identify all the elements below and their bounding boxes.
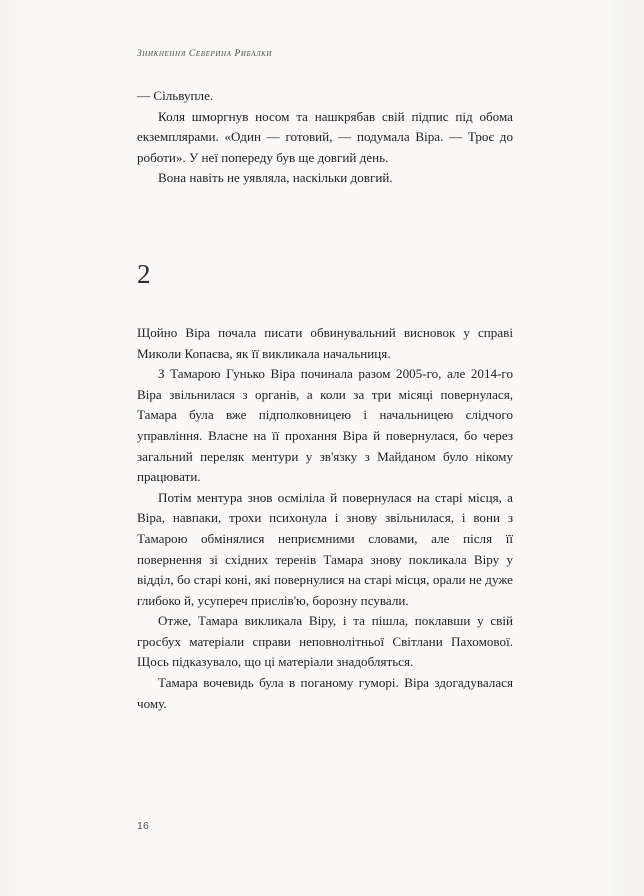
chapter-number: 2 bbox=[137, 258, 151, 289]
chapter-spacer-top bbox=[137, 189, 513, 259]
paragraph: — Сільвупле. bbox=[137, 88, 214, 103]
paragraph: Коля шморгнув носом та нашкрябав свій підпис під обома екземплярами. «Один — готовий, — подумала Віра. — Троє до роботи». У неї попереду був ще довгий день. bbox=[137, 108, 513, 165]
page-number: 16 bbox=[137, 820, 150, 832]
paragraph: Тамара вочевидь була в поганому гуморі. Віра здогадувалася чому. bbox=[137, 675, 513, 711]
paragraph: Щойно Віра почала писати обвинувальний висновок у справі Миколи Копаєва, як її викликала начальниця. bbox=[137, 324, 513, 361]
paragraph: Вона навіть не уявляла, наскільки довгий. bbox=[158, 170, 393, 186]
running-head: Зникнення Северина Рибалки bbox=[137, 49, 273, 59]
paragraph: З Тамарою Гунько Віра починала разом 2005-го, але 2014-го Віра звільнилася з органів, а коли за три місяці повернулася, Тамара була вже підполковницею і начальницею слідчого управління. Власне на її прохання Віра й повернулася, бо через загальний переляк ментури у зв'язку з Майданом було нікому працювати. bbox=[137, 366, 513, 485]
text-block bbox=[137, 86, 513, 714]
paragraph: Отже, Тамара викликала Віру, і та пішла, поклавши у свій гросбух матеріали справи неповнолітньої Світлани Пахомової. Щось підказувало, що ці матеріали знадобляться. bbox=[137, 613, 513, 670]
chapter-spacer-bottom bbox=[137, 289, 513, 323]
paragraph: Потім ментура знов осміліла й повернулася на старі місця, а Віра, навпаки, трохи психонула і знову звільнилася, і вони з Тамарою обмінялися неприємними словами, але після її повернення зі східних теренів Тамара знову покликала Віру у відділ, бо старі коні, які повернулися на старі місця, орали не дуже глибоко й, усупереч прислів'ю, борозну псували. bbox=[137, 489, 513, 608]
